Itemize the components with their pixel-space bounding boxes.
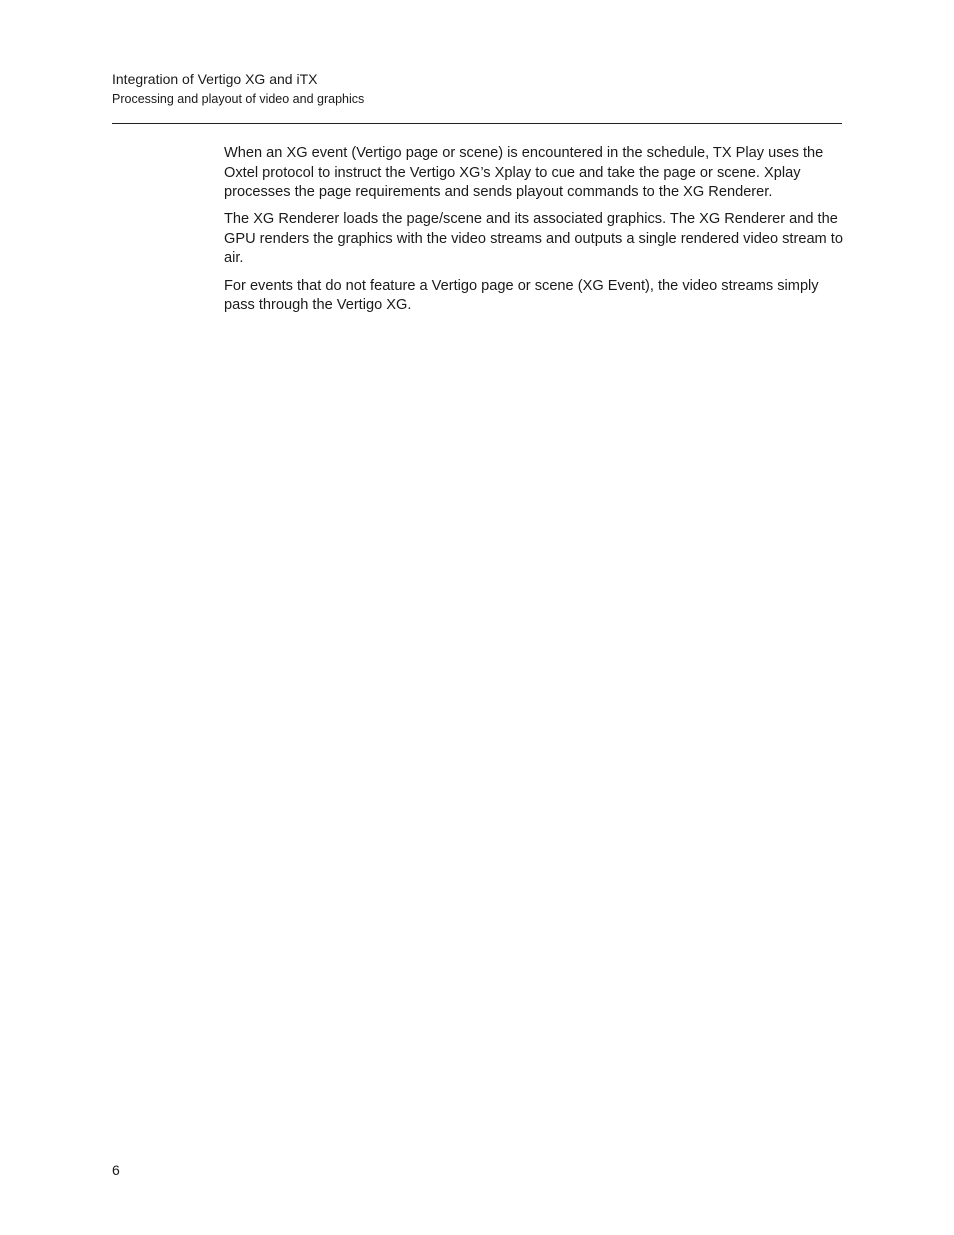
paragraph: For events that do not feature a Vertigo page or scene (XG Event), the video streams simply pass through the Vertigo XG.: [224, 277, 819, 314]
paragraph: The XG Renderer loads the page/scene and its associated graphics. The XG Renderer and the GPU renders the graphics with the video streams and outputs a single rendered video stream to air.: [224, 211, 843, 267]
running-header-title: Integration of Vertigo XG and iTX: [112, 71, 318, 87]
body-text: [224, 144, 844, 323]
running-header-subtitle: Processing and playout of video and graphics: [112, 92, 365, 106]
paragraph: When an XG event (Vertigo page or scene) is encountered in the schedule, TX Play uses the Oxtel protocol to instruct the Vertigo XG’s Xplay to cue and take the page or scene. Xplay processes the page requirements and sends playout commands to the XG Renderer.: [224, 145, 824, 201]
page-number: 6: [112, 1162, 120, 1178]
running-header: [112, 70, 842, 108]
header-divider: [112, 123, 842, 124]
